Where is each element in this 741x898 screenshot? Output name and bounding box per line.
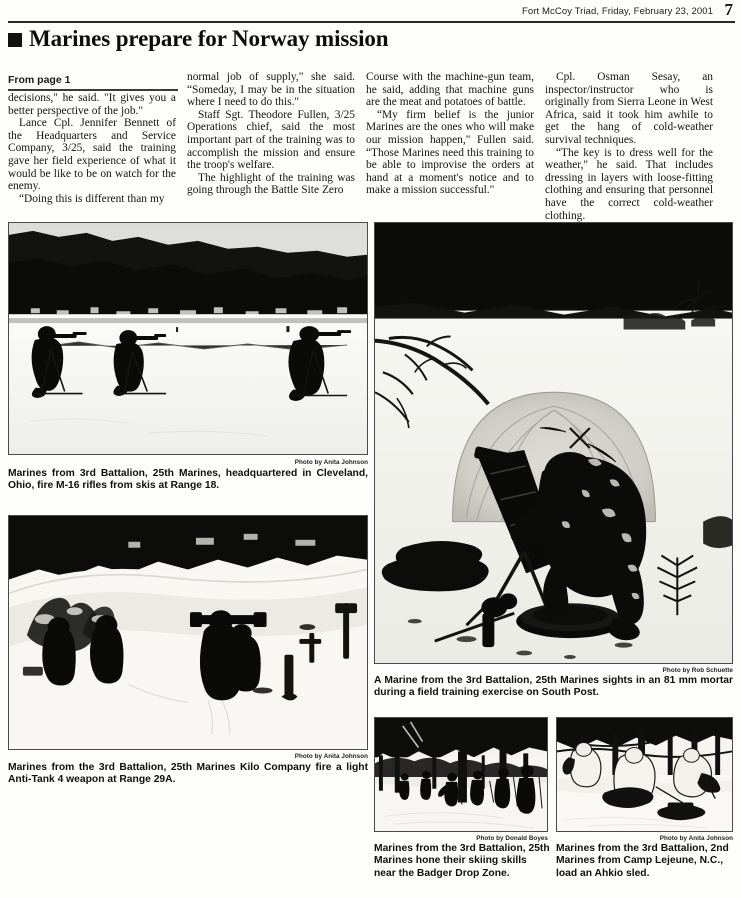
photo-caption: Marines from 3rd Battalion, 25th Marines, headquartered in Cleveland, Ohio, fire M-16 rifles from skis at Range 18. <box>8 468 368 492</box>
photo-image <box>557 718 732 831</box>
paragraph: “The key is to dress well for the weather," he said. That includes dressing in layers with loose-fitting clothing and ensuring that personnel have the correct cold-weather clothing. <box>545 146 713 222</box>
paragraph: decisions," he said. "It gives you a better perspective of the job." <box>8 92 176 117</box>
photo-image <box>9 516 367 749</box>
article-column-4 <box>545 71 713 222</box>
paragraph: “Doing this is different than my <box>19 192 165 205</box>
masthead-publication-line: Fort McCoy Triad, Friday, February 23, 2001 <box>521 6 713 17</box>
paragraph: Lance Cpl. Jennifer Bennett of the Headquarters and Service Company, 3/25, said the training gave her field experience of what it would be like to be on watch for the enemy. <box>8 117 176 193</box>
photo-image <box>375 223 732 663</box>
photo-credit: Photo by Anita Johnson <box>294 459 368 466</box>
photo-caption: A Marine from the 3rd Battalion, 25th Marines sights in an 81 mm mortar during a field training exercise on South Post. <box>374 675 733 699</box>
page-title: Marines prepare for Norway mission <box>29 26 389 51</box>
jump-from-label: From page 1 <box>8 74 71 86</box>
article-column-2 <box>187 71 355 222</box>
paragraph: Cpl. Osman Sesay, an inspector/instructor who is originally from Sierra Leone in West Africa, said it took him awhile to get the hang of cold-weather survival techniques. <box>545 71 713 146</box>
headline <box>8 24 735 54</box>
photo-credit: Photo by Rob Schuette <box>662 667 733 674</box>
masthead-rule <box>8 21 735 23</box>
photo-marines-skiing-badger-drop-zone <box>374 717 548 832</box>
article-column-3 <box>366 71 534 222</box>
paragraph: Course with the machine-gun team, he said, adding that machine guns are the meat and potatoes of battle. <box>366 71 534 109</box>
page-number: 7 <box>724 0 733 19</box>
masthead <box>8 2 735 24</box>
photo-marine-81mm-mortar <box>374 222 733 664</box>
photo-credit: Photo by Donald Boyes <box>476 835 548 842</box>
photo-caption: Marines from the 3rd Battalion, 25th Marines Kilo Company fire a light Anti-Tank 4 weapon at Range 29A. <box>8 762 368 786</box>
paragraph: The highlight of the training was going through the Battle Site Zero <box>187 171 355 197</box>
photo-caption: Marines from the 3rd Battalion, 2nd Marines from Camp Lejeune, N.C., load an Ahkio sled. <box>556 843 729 879</box>
paragraph: normal job of supply," she said. “Someday, I may be in the situation where I need to do this." <box>187 71 355 109</box>
jump-rule <box>8 89 178 91</box>
photo-credit: Photo by Anita Johnson <box>659 835 733 842</box>
photo-image <box>9 223 367 454</box>
black-square-bullet-icon <box>8 33 22 47</box>
photo-credit: Photo by Anita Johnson <box>294 753 368 760</box>
photo-marines-skis-range18 <box>8 222 368 455</box>
article-column-1 <box>8 92 176 222</box>
photo-marines-at4-range29a <box>8 515 368 750</box>
paragraph: “My firm belief is the junior Marines are the ones who will make our mission happen," Fullen said. “Those Marines need this training to be able to improvise the orders at hand at a moment's notice and to make a mission successful." <box>366 108 534 197</box>
photo-marines-ahkio-sled <box>556 717 733 832</box>
paragraph: Staff Sgt. Theodore Fullen, 3/25 Operations chief, said the most important part of the training was to accomplish the mission and ensure the troop's welfare. <box>187 108 355 172</box>
photo-caption: Marines from the 3rd Battalion, 25th Marines hone their skiing skills near the Badger Drop Zone. <box>374 843 550 879</box>
photo-image <box>375 718 547 831</box>
